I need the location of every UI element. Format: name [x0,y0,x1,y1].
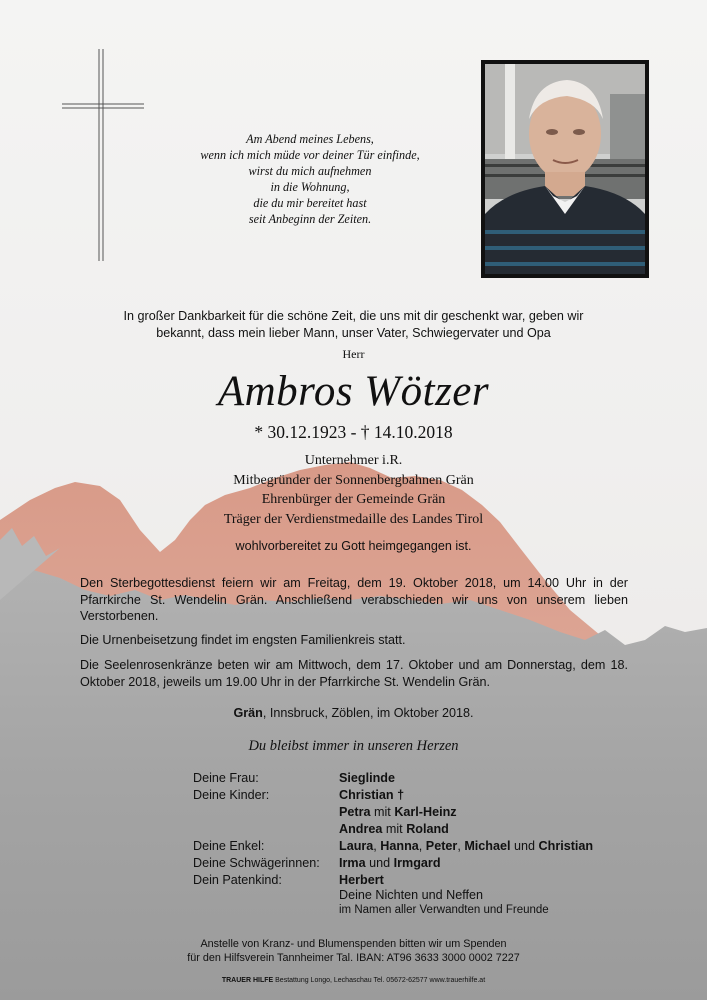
life-dates: * 30.12.1923 - † 14.10.2018 [254,422,453,442]
urn-paragraph: Die Urnenbeisetzung findet im engsten Familienkreis statt. [80,633,406,647]
poem-line: wenn ich mich müde vor deiner Tür einfinde, [200,148,420,163]
siblings-list [339,856,441,870]
child-entry [339,805,457,819]
deceased-titles [0,451,707,529]
grandchild-name: Peter [425,839,458,853]
intro-text [70,308,637,341]
separator: , [457,839,461,853]
relatives-line: im Namen aller Verwandten und Freunde [339,904,549,916]
title-line: Mitbegründer der Sonnenbergbahnen Grän [233,472,474,488]
grandchild-name: Michael [464,839,511,853]
sibling-name: Irmgard [393,856,441,870]
imprint-brand: TRAUER HILFE [221,977,274,984]
portrait-photo [481,60,649,278]
poem [180,131,440,228]
place-bold: Grän [233,706,263,720]
sibling-name: Irma [339,856,366,870]
child-entry [339,822,449,836]
passed-text: wohlvorbereitet zu Gott heimgegangen ist. [235,539,472,553]
poem-line: seit Anbeginn der Zeiten. [248,212,372,227]
nieces-nephews: Deine Nichten und Neffen [339,888,483,902]
motto: Du bleibst immer in unseren Herzen [248,738,459,754]
poem-line: wirst du mich aufnehmen [248,164,372,179]
title-line: Träger der Verdienstmedaille des Landes Tirol [223,511,484,527]
child-name: Christian † [339,788,405,802]
imprint-text: Bestattung Longo, Lechaschau Tel. 05672-62577 www.trauerhilfe.at [273,977,486,984]
spouse-name: Karl-Heinz [394,805,457,819]
separator: , [418,839,423,853]
connector: mit [385,822,403,836]
children-label: Deine Kinder: [193,788,270,802]
child-name: Andrea [339,822,383,836]
grandchild-name: Christian [538,839,594,853]
rosary-paragraph: Die Seelenrosenkränze beten wir am Mittwoch, dem 17. Oktober und am Donnerstag, dem 18. Oktober 2018, jeweils um 19.00 Uhr in der Pfarrkirche St. Wendelin Grän. [80,658,628,689]
child-name: Petra [339,805,371,819]
intro-line: bekannt, dass mein lieber Mann, unser Vater, Schwiegervater und Opa [156,325,551,340]
connector: und [369,856,391,870]
spouse-name: Roland [406,822,449,836]
place-rest: , Innsbruck, Zöblen, im Oktober 2018. [262,706,474,720]
connector: und [514,839,536,853]
salutation: Herr [342,347,365,361]
wife-name: Sieglinde [339,771,395,785]
grandchild-name: Hanna [380,839,419,853]
poem-line: die du mir bereitet hast [253,196,367,211]
wife-label: Deine Frau: [193,771,259,785]
siblings-label: Deine Schwägerinnen: [193,856,320,870]
title-line: Ehrenbürger der Gemeinde Grän [261,492,446,507]
grandchildren-list [339,839,593,853]
funeral-paragraph: Den Sterbegottesdienst feiern wir am Freitag, dem 19. Oktober 2018, um 14.00 Uhr in der Pfarrkirche St. Wendelin Grän. Anschließend verabschieden wir uns von unserem lieben Verstorbenen. [80,576,628,623]
godchild-label: Dein Patenkind: [193,873,282,887]
connector: mit [374,805,391,819]
deceased-name: Ambros Wötzer [217,368,490,415]
donation-iban: für den Hilfsverein Tannheimer Tal. IBAN: AT96 3633 3000 0002 7227 [187,952,520,964]
place-date [0,706,707,720]
separator: , [373,839,377,853]
grandchildren-label: Deine Enkel: [193,839,265,853]
title-line: Unternehmer i.R. [304,453,403,468]
grandchild-name: Laura [339,839,374,853]
poem-line: Am Abend meines Lebens, [246,132,374,146]
cross-icon [58,47,148,265]
godchild-name: Herbert [339,873,384,887]
poem-line: in die Wohnung, [270,180,350,195]
donation-line: Anstelle von Kranz- und Blumenspenden bitten wir um Spenden [200,938,507,950]
intro-line: In großer Dankbarkeit für die schöne Zeit, die uns mit dir geschenkt war, geben wir [123,309,584,323]
imprint [0,977,707,984]
